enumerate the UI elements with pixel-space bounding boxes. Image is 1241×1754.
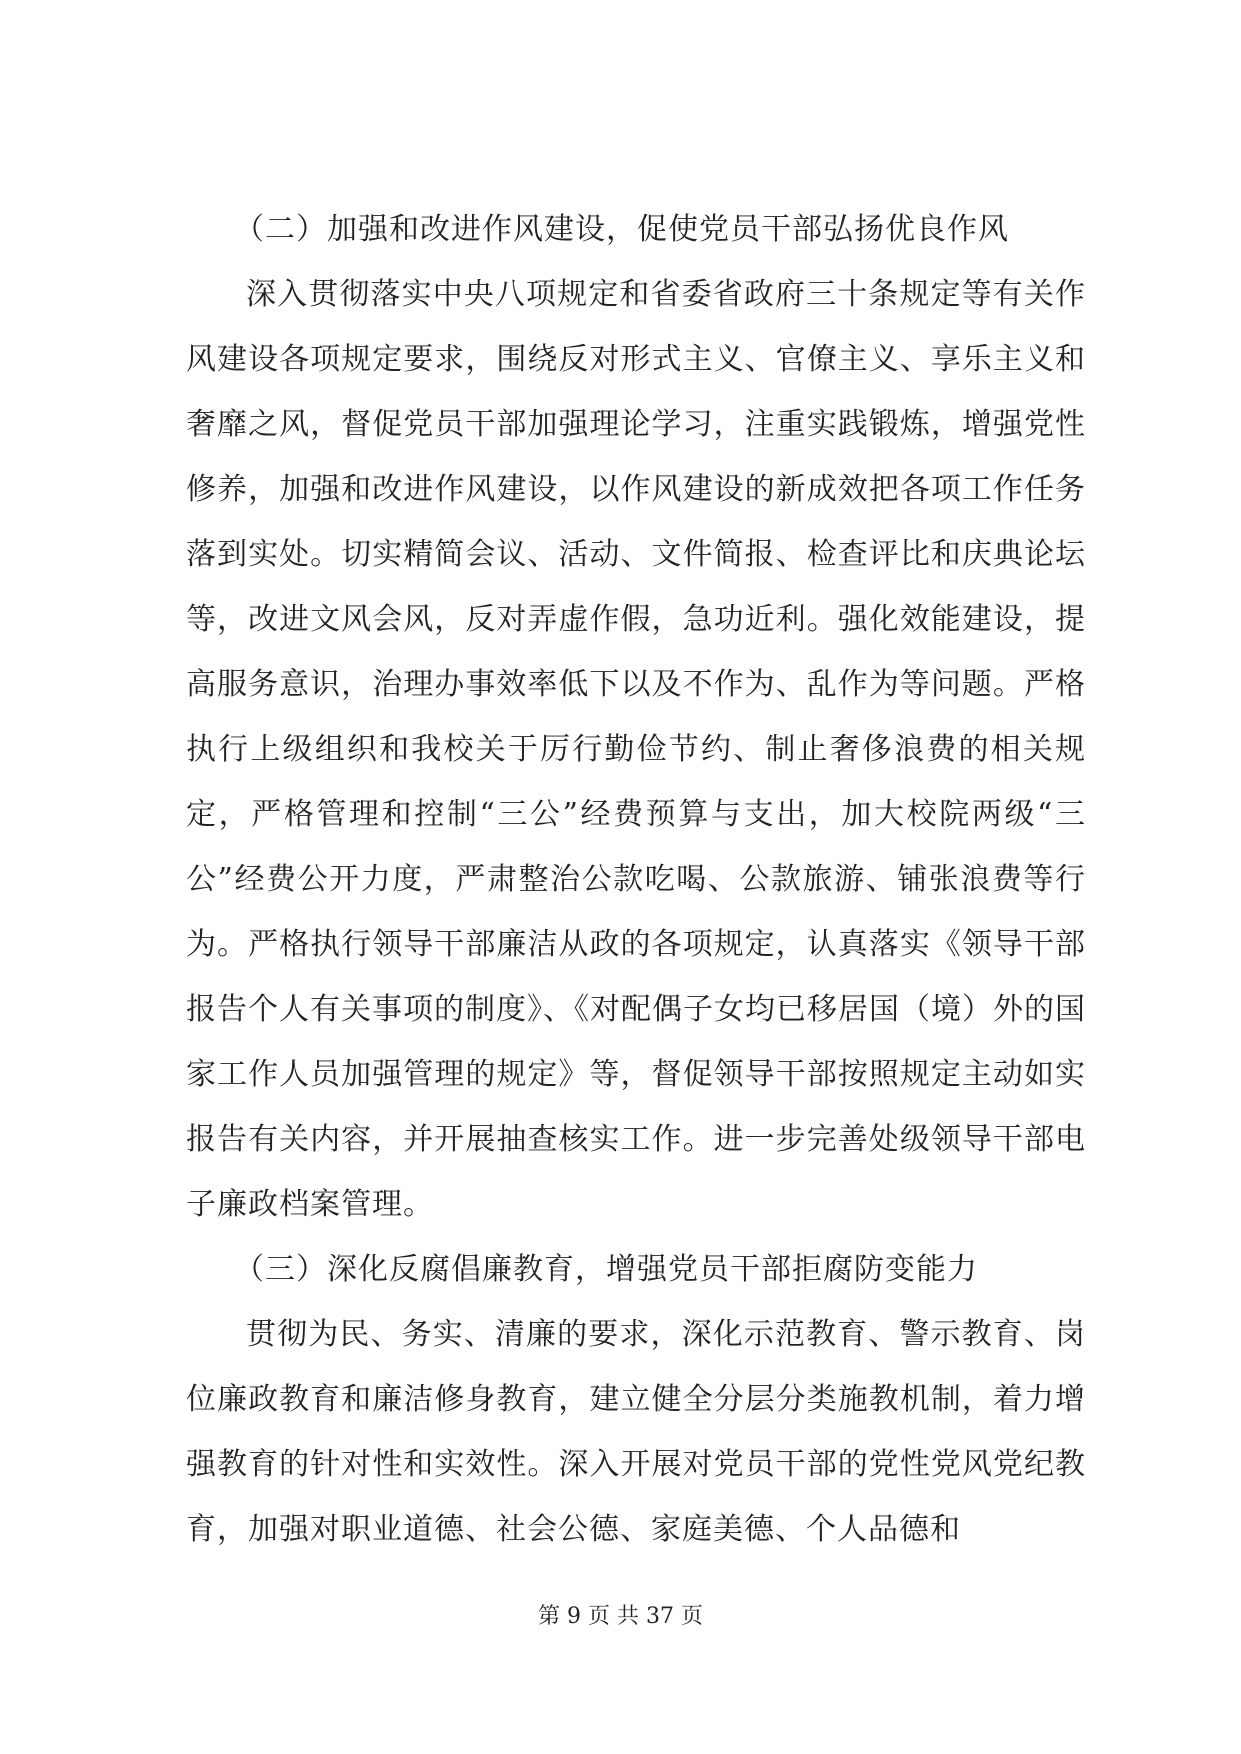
document-body xyxy=(186,197,1086,1562)
section-paragraph-2: 深入贯彻落实中央八项规定和省委省政府三十条规定等有关作风建设各项规定要求，围绕反对形式主义、官僚主义、享乐主义和奢靡之风，督促党员干部加强理论学习，注重实践锻炼，增强党性修养，加强和改进作风建设，以作风建设的新成效把各项工作任务落到实处。切实精简会议、活动、文件简报、检查评比和庆典论坛等，改进文风会风，反对弄虚作假，急功近利。强化效能建设，提高服务意识，治理办事效率低下以及不作为、乱作为等问题。严格执行上级组织和我校关于厉行勤俭节约、制止奢侈浪费的相关规定，严格管理和控制“三公”经费预算与支出，加大校院两级“三公”经费公开力度，严肃整治公款吃喝、公款旅游、铺张浪费等行为。严格执行领导干部廉洁从政的各项规定，认真落实《领导干部报告个人有关事项的制度》、《对配偶子女均已移居国（境）外的国家工作人员加强管理的规定》等，督促领导干部按照规定主动如实报告有关内容，并开展抽查核实工作。进一步完善处级领导干部电子廉政档案管理。 xyxy=(186,277,1086,1222)
page-number-footer: 第 9 页 共 37 页 xyxy=(538,1604,703,1629)
section-paragraph-3: 贯彻为民、务实、清廉的要求，深化示范教育、警示教育、岗位廉政教育和廉洁修身教育，建立健全分层分类施教机制，着力增强教育的针对性和实效性。深入开展对党员干部的党性党风党纪教育，加强对职业道德、社会公德、家庭美德、个人品德和 xyxy=(186,1317,1086,1547)
section-heading-3: （三）深化反腐倡廉教育，增强党员干部拒腐防变能力 xyxy=(234,1252,978,1287)
section-heading-2: （二）加强和改进作风建设，促使党员干部弘扬优良作风 xyxy=(234,212,1009,247)
